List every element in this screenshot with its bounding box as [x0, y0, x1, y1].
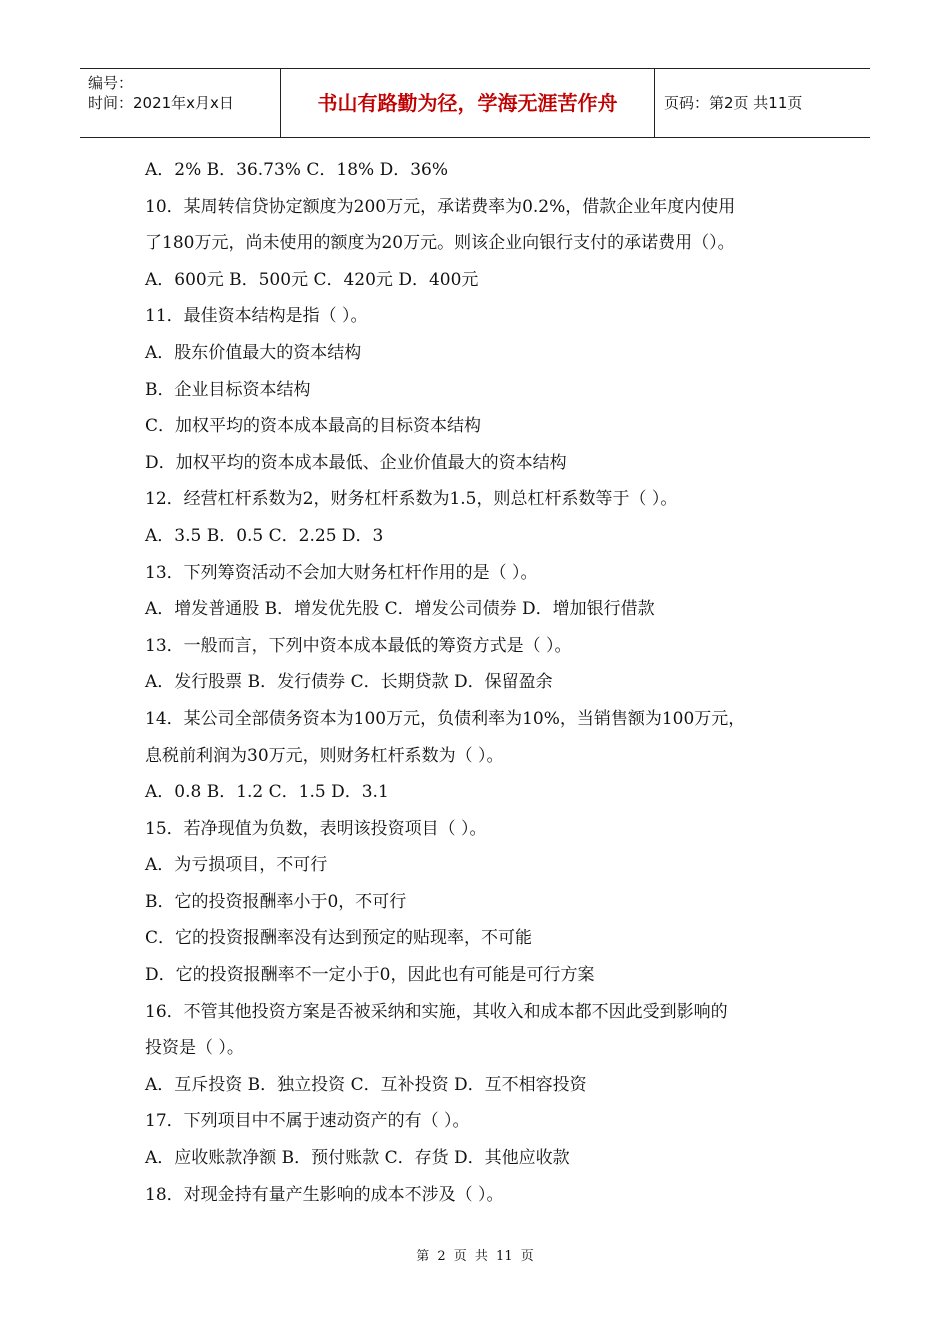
text-line: 息税前利润为30万元，则财务杠杆系数为（ ）。 [145, 745, 504, 766]
text-line: A．3.5 B．0.5 C．2.25 D．3 [145, 525, 384, 546]
text-line: A．2% B．36.73% C．18% D．36% [145, 160, 448, 180]
text-line: 12．经营杠杆系数为2，财务杠杆系数为1.5，则总杠杆系数等于（ ）。 [145, 489, 678, 510]
text-line: A．股东价值最大的资本结构 [145, 342, 362, 363]
text-line: 11．最佳资本结构是指（ ）。 [145, 306, 368, 327]
text-line: 14．某公司全部债务资本为100万元，负债利率为10%，当销售额为100万元， [145, 708, 746, 729]
header-meta [80, 69, 281, 137]
text-line: 了180万元，尚未使用的额度为20万元。则该企业向银行支付的承诺费用（）。 [145, 233, 735, 254]
document-number-label: 编号： [88, 74, 134, 92]
text-line: B．企业目标资本结构 [145, 379, 311, 400]
text-line: A．600元 B．500元 C．420元 D．400元 [145, 269, 479, 290]
text-line: A．为亏损项目，不可行 [145, 855, 328, 876]
text-line: B．它的投资报酬率小于0，不可行 [145, 891, 407, 912]
text-line: D．加权平均的资本成本最低、企业价值最大的资本结构 [145, 452, 567, 473]
page-footer: 第 2 页 共 11 页 [416, 1249, 534, 1264]
text-line: D．它的投资报酬率不一定小于0，因此也有可能是可行方案 [145, 965, 595, 986]
text-line: 18．对现金持有量产生影响的成本不涉及（ ）。 [145, 1184, 504, 1205]
text-line: A．0.8 B．1.2 C．1.5 D．3.1 [145, 782, 389, 803]
text-line: 13．下列筹资活动不会加大财务杠杆作用的是（ ）。 [145, 562, 538, 583]
text-line: 10．某周转信贷协定额度为200万元，承诺费率为0.2%，借款企业年度内使用 [145, 196, 736, 217]
text-line: 16．不管其他投资方案是否被采纳和实施，其收入和成本都不因此受到影响的 [145, 1001, 728, 1022]
text-line: A．发行股票 B．发行债券 C．长期贷款 D．保留盈余 [145, 672, 553, 693]
question-list [145, 152, 845, 1213]
text-line: A．应收账款净额 B．预付账款 C．存货 D．其他应收款 [145, 1148, 570, 1169]
text-line: 17．下列项目中不属于速动资产的有（ ）。 [145, 1111, 470, 1132]
text-line: A．互斥投资 B．独立投资 C．互补投资 D．互不相容投资 [145, 1074, 587, 1095]
text-line: 投资是（ ）。 [145, 1038, 244, 1059]
text-line: C．加权平均的资本成本最高的目标资本结构 [145, 416, 482, 437]
document-date: 时间：2021年x月x日 [88, 94, 234, 112]
text-line: C．它的投资报酬率没有达到预定的贴现率，不可能 [145, 928, 533, 949]
page-header [80, 68, 870, 138]
text-line: A．增发普通股 B．增发优先股 C．增发公司债券 D．增加银行借款 [145, 599, 655, 620]
header-page-info: 页码：第2页 共11页 [664, 94, 803, 112]
header-motto: 书山有路勤为径，学海无涯苦作舟 [281, 69, 655, 137]
text-line: 15．若净现值为负数，表明该投资项目（ ）。 [145, 818, 487, 839]
text-line: 13．一般而言，下列中资本成本最低的筹资方式是（ ）。 [145, 635, 572, 656]
